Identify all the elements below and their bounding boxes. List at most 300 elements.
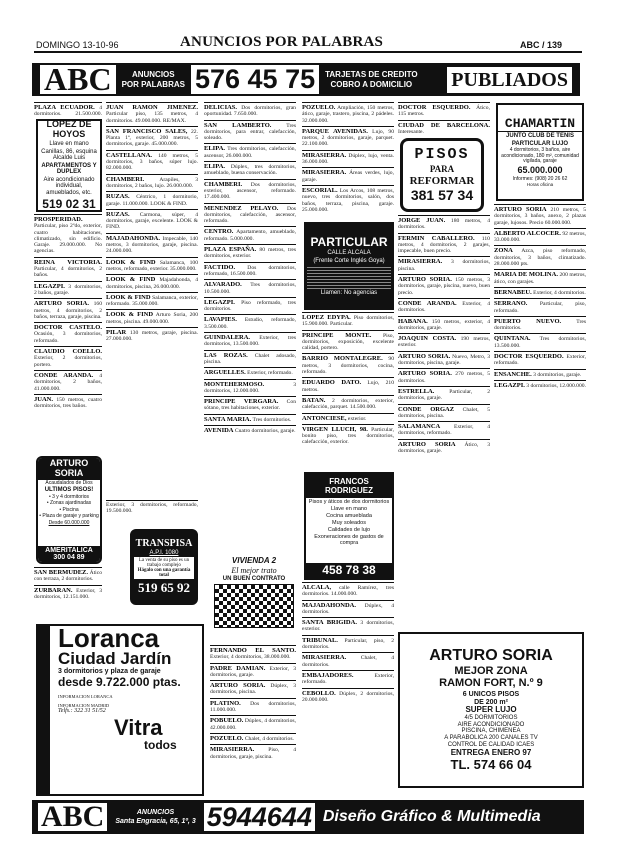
classified-ad xyxy=(302,330,394,354)
ad-heading: LOOK & FIND xyxy=(106,258,156,266)
classified-ad xyxy=(398,102,490,120)
classified-ad xyxy=(302,582,394,600)
ad-heading: ALVARADO. xyxy=(204,281,242,289)
ad-heading: ESTRELLA. xyxy=(398,387,435,395)
ad-text: Exterior, 4 dormitorios, 38.000.000. xyxy=(210,654,291,661)
ad-text: Arturo Soria, 200 metros, piscina. 49.000.000. xyxy=(106,312,198,325)
classified-ad xyxy=(302,652,394,670)
classified-ad xyxy=(494,228,586,246)
classified-ad xyxy=(398,120,490,134)
ad-heading: QUINTANA. xyxy=(494,335,531,343)
classified-ad xyxy=(204,379,296,397)
ad-heading: POBUELO. xyxy=(210,717,244,725)
column-1a xyxy=(34,102,102,117)
classified-ad xyxy=(494,380,586,391)
classified-ad xyxy=(210,698,296,716)
classified-ad xyxy=(398,256,490,274)
ad-text: Cuatro dormitorios, garaje. xyxy=(234,427,296,434)
ad-text: Ático, 115 metros. xyxy=(398,105,490,118)
ad-heading: PLATINO. xyxy=(210,699,241,707)
ad-text: Estudio, reformado, 3.500.000. xyxy=(204,317,296,330)
classified-ad xyxy=(302,670,394,688)
ad-text: 3 dormitorios, piscina. xyxy=(398,259,490,272)
column-4b xyxy=(302,312,394,470)
ad-line: Pisos y áticos de dos dormitorios xyxy=(308,499,390,505)
ad-heading: BARRIO MONTALEGRE. xyxy=(302,355,383,363)
ad-text: Ático con terraza, 2 dormitorios. xyxy=(34,570,102,583)
classified-ad xyxy=(204,314,296,332)
ad-heading: ARTURO SORIA. xyxy=(34,300,89,308)
ad-text: 4 dormitorios, 2 baños, 41.000.000. xyxy=(34,372,102,392)
ad-heading: JORGE JUAN. xyxy=(398,217,446,224)
classified-ad xyxy=(302,312,394,330)
header-rule xyxy=(34,51,582,53)
column-3a xyxy=(204,102,296,552)
ad-text: Dúplex, tres dormitorios, amueblado, buena conservación. xyxy=(204,164,296,177)
ad-heading: LOOK & FIND xyxy=(106,293,151,301)
footer-tagline: Diseño Gráfico & Multimedia xyxy=(322,808,541,825)
ad-line: Canillas, 86, esquina Alcalde Luis xyxy=(41,148,97,162)
ad-text: Céntrico, 1 dormitorio, garaje. 11.000.000. LOOK & FIND. xyxy=(106,194,198,207)
ad-text: Piso, dormitorios, exposición, excelente calidad, portero. xyxy=(302,332,394,352)
ad-line: Cocina amueblada xyxy=(326,513,372,520)
ad-line: PARTICULAR LUJO xyxy=(511,140,569,147)
ad-text: 140 metros, 5 dormitorios, 3 baños, súper lujo. 82.000.000. xyxy=(106,152,198,172)
ad-line: CALLE ALCALA xyxy=(327,250,371,257)
ad-text: Tres dormitorios, 10.500.000. xyxy=(204,282,296,295)
ad-text: 3 dormitorios, exterior. xyxy=(302,620,394,633)
ad-subtitle: Ciudad Jardín xyxy=(58,649,172,668)
ad-heading: VIRGEN LLUCH, 98. xyxy=(302,425,368,433)
classified-ad xyxy=(34,370,102,394)
classified-ad xyxy=(106,191,198,209)
ad-text: Ático, 3 dormitorios, garaje. xyxy=(398,441,490,455)
classified-ad xyxy=(210,663,296,681)
ad-text: Dos dormitorios, exterior, ascensor, reformado. 17.400.000. xyxy=(204,181,296,201)
classified-ad xyxy=(106,274,198,292)
ad-heading: EMBAJADORES. xyxy=(302,671,354,679)
classified-ad xyxy=(34,322,102,346)
ad-text: Piso dormitorios, 15.900.000. Particular. xyxy=(302,315,394,328)
classified-ad xyxy=(34,298,102,322)
classified-ad xyxy=(106,174,198,192)
ad-line: Acaudalados de Dios xyxy=(45,479,93,486)
ad-text: Exterior, tres dormitorios, 13.500.000. xyxy=(204,335,296,348)
ad-line: 4/5 DORMITORIOS xyxy=(464,715,518,722)
ad-phone: 381 57 34 xyxy=(410,187,474,204)
ad-text: Dos dormitorios, gran oportunidad. 7.650.000. xyxy=(204,105,296,118)
ad-heading: DOCTOR CASTELO. xyxy=(34,324,102,332)
ad-phone: 519 02 31 xyxy=(42,196,96,211)
ad-heading: PRINCIPE VERGARA. xyxy=(204,398,279,406)
ad-heading: CLAUDIO COELLO. xyxy=(34,348,102,356)
ad-price: 65.000.000 xyxy=(517,164,563,175)
classified-ad xyxy=(210,733,296,744)
ad-heading: LEGAZPI. xyxy=(204,298,235,306)
ad-heading: ALCALA, xyxy=(302,584,332,591)
classified-ad xyxy=(106,257,198,275)
classified-ad xyxy=(204,367,296,378)
classified-ad xyxy=(34,214,102,257)
classified-ad xyxy=(302,102,394,126)
ad-line: • 3 y 4 dormitorios xyxy=(48,493,90,500)
ad-heading: BERNABEU. xyxy=(494,288,532,296)
ad-text: 3 dormitorios, 12.000.000. xyxy=(526,382,586,389)
ad-heading: CASTELLANA. xyxy=(106,151,153,159)
classified-ad xyxy=(302,353,394,377)
classified-ad xyxy=(34,346,102,370)
classified-ad xyxy=(34,567,102,585)
column-4a xyxy=(302,102,394,220)
classified-ad xyxy=(398,316,490,334)
ad-text: Impecable, 140 metros, 3 dormitorios, garaje, piscina. 24.000.000. xyxy=(106,235,198,255)
ad-text: Exterior, reformado. xyxy=(302,672,394,686)
classified-ad xyxy=(106,233,198,257)
ad-title: Loranca xyxy=(58,624,160,653)
ad-transpisa xyxy=(130,529,198,605)
classified-ad xyxy=(302,126,394,150)
ad-heading: CENTRO. xyxy=(204,228,234,236)
banner-card1: TARJETAS DE CREDITO xyxy=(325,69,418,79)
ad-heading: FACTIDO. xyxy=(204,263,236,271)
classified-ad xyxy=(494,287,586,298)
ad-heading: LEGAZPI. xyxy=(34,282,65,290)
ad-text: Con sótano, tres habitaciones, exterior. xyxy=(204,399,296,412)
ad-body xyxy=(134,557,194,579)
page-date: DOMINGO 13-10-96 xyxy=(36,40,119,50)
ad-text: Exterior, 4 dormitorios. xyxy=(533,289,586,296)
vitra-tagline: todos xyxy=(144,738,177,752)
ad-text: Chalet, 5 dormitorios, piscina. xyxy=(398,406,490,419)
column-4c xyxy=(302,582,394,794)
ad-text: Salamanca, exterior, reformado. 35.000.000. xyxy=(106,294,198,308)
ad-heading: MENENDEZ PELAYO. xyxy=(204,204,279,212)
classified-ad xyxy=(204,102,296,120)
ad-text: Ocasión, 3 dormitorios, reformado. xyxy=(34,331,102,344)
column-5b xyxy=(398,215,490,625)
classified-ad xyxy=(210,680,296,698)
ad-phone: 458 78 38 xyxy=(306,563,392,578)
classified-ad xyxy=(494,369,586,380)
ad-body-text xyxy=(307,265,391,289)
ad-loranca xyxy=(36,624,204,796)
ad-heading: ANTONCIESE, xyxy=(302,414,347,422)
ad-text: Exterior, reformado. xyxy=(247,370,293,377)
ad-text: Áreas verdes, lujo, garaje. xyxy=(302,170,394,183)
ad-heading: MONTEHERMOSO. xyxy=(204,380,265,388)
ad-text: Exterior, 3 dormitorios, reformado, 19.500.000. xyxy=(106,502,198,515)
classified-ad xyxy=(494,351,586,369)
column-2b xyxy=(106,500,198,526)
column-3b xyxy=(210,645,296,795)
ad-line: Calidades de lujo xyxy=(327,527,371,534)
ad-text: 90 metros, 3 dormitorios, cocina, reformado. xyxy=(302,356,394,376)
ad-heading: PLAZA ECUADOR. xyxy=(34,104,95,111)
ad-heading: TRIBUNAL. xyxy=(302,636,338,644)
ad-text: Salamanca, 100 metros, reformado, exterior. 35.000.000. xyxy=(106,259,198,272)
classified-ad xyxy=(398,368,490,386)
classified-ad xyxy=(204,297,296,315)
ad-heading: EDUARDO DATO. xyxy=(302,379,362,387)
ad-heading: BATAN. xyxy=(302,396,326,404)
ad-heading: ZURBARAN. xyxy=(34,586,73,594)
ad-heading: SANTA MARIA. xyxy=(204,415,252,423)
ad-heading: PUERTO NUEVO. xyxy=(494,317,562,325)
ad-text: Dúplex, 3 dormitorios, piscina. xyxy=(210,683,296,696)
ad-text: Exterior, 3 dormitorios, 12.151.000. xyxy=(34,587,102,600)
classified-ad xyxy=(398,421,490,439)
ad-heading: FERNANDO EL SANTO. xyxy=(210,647,296,654)
ad-text: exterior. xyxy=(347,415,367,422)
classified-ad xyxy=(106,102,198,126)
classified-ad xyxy=(106,209,198,233)
ad-line: MEJOR ZONA xyxy=(454,665,528,678)
ad-line: 6 UNICOS PISOS xyxy=(462,691,520,699)
ad-heading: ARTURO SORIA. xyxy=(398,352,451,360)
ad-text: 190 metros, exterior. xyxy=(398,336,490,349)
ad-line: RAMON FORT, N.º 9 xyxy=(439,677,543,690)
classified-ad xyxy=(204,226,296,244)
classified-ad xyxy=(398,215,490,233)
footer-phone: 5944644 xyxy=(204,803,315,831)
ad-text: Tres dormitorios, para entrar, calefacción, soleado. xyxy=(204,122,296,142)
ad-text: Particular piso, 135 metros, 4 dormitorios. 49.000.000. RE/MAX. xyxy=(106,111,198,124)
ad-line: CONTROL DE CALIDAD ICAES xyxy=(447,741,535,748)
ad-text: Exterior, 3 dormitorios, garaje. xyxy=(210,665,296,678)
ad-line: Llave en mano xyxy=(49,140,89,147)
ad-heading: CEBOLLO. xyxy=(302,689,336,697)
ad-text: Dos dormitorios, calefacción, ascensor, reformado. xyxy=(204,205,296,225)
ad-heading: JUAN. xyxy=(34,395,53,403)
ad-heading: JUAN RAMON JIMENEZ. xyxy=(106,104,198,111)
ad-text: 270 metros, 5 dormitorios. xyxy=(398,371,490,384)
ad-line: JUNTO CLUB DE TENIS xyxy=(506,132,574,139)
ad-text: Dúplex, 4 dormitorios, 42.000.000. xyxy=(210,718,296,731)
ad-heading: CHAMBERI. xyxy=(106,175,145,183)
ad-text: Dúplex, 2 dormitorios, 20.000.000. xyxy=(302,690,394,703)
ad-text: 80 metros, tres dormitorios, exterior. xyxy=(204,247,296,260)
ad-heading: ELIPA. xyxy=(204,145,226,153)
classified-ad xyxy=(398,351,490,369)
ad-text: Dos dormitorios, reformado, 16.500.000. xyxy=(204,264,296,277)
ad-text: Piso, 4 dormitorios, garaje, piscina. xyxy=(210,747,296,760)
classified-ad xyxy=(34,394,102,412)
ad-phone: Telfs.: 322 31 51/52 xyxy=(58,708,106,714)
ad-line: Aire acondicionado individual, amueblados, etc. xyxy=(43,176,95,197)
ad-text: Particular, 4 dormitorios, 2 baños. xyxy=(34,266,102,279)
classified-ad xyxy=(302,617,394,635)
ad-text: Lujo, 210 metros. xyxy=(302,380,394,393)
ad-heading: DOCTOR ESQUERDO. xyxy=(494,353,564,361)
classified-ad xyxy=(398,333,490,351)
ad-line: 3 dormitorios y plaza de garaje xyxy=(58,668,161,675)
ad-heading: FERMIN CABALLERO. xyxy=(398,234,475,242)
ad-arturo-soria-big xyxy=(398,632,584,788)
ad-line: Hágalo con una garantía total xyxy=(137,568,191,579)
ad-text: 160 metros, 4 dormitorios, 2 baños, terraza, garaje, piscina. xyxy=(34,301,102,320)
ad-subtitle: A.P.I. 1080 xyxy=(149,549,179,556)
classified-ad xyxy=(204,262,296,280)
ad-heading: SERRANO. xyxy=(494,300,528,308)
ad-heading: LOPEZ EDYPA. xyxy=(302,314,351,321)
ad-text: 180 metros, 4 dormitorios. xyxy=(398,218,490,231)
ad-text: Exterior, 2 dormitorios, portero. xyxy=(34,355,102,368)
ad-heading: HABANA. xyxy=(398,317,428,325)
ad-line: INFORMACION MADRID xyxy=(58,703,110,708)
classified-ad xyxy=(302,688,394,706)
ad-text: Carmona, súper, 4 dormitorios, garaje, excelente. LOOK & FIND. xyxy=(106,211,198,231)
abc-logo: ABC xyxy=(40,65,116,94)
ad-line: • Zonas ajardinadas xyxy=(46,500,92,507)
ad-price: desde 9.722.000 ptas. xyxy=(58,675,181,689)
ad-line: Desde 60.000.000 xyxy=(48,519,90,526)
ad-heading: LAVAPIES. xyxy=(204,316,237,324)
ad-phone: 519 65 92 xyxy=(138,580,190,596)
ad-text: Chalet adosado, piscina. xyxy=(204,352,296,365)
ad-heading: LOOK & FIND xyxy=(106,276,156,284)
ad-line: Horas oficina xyxy=(526,182,554,188)
classified-ad xyxy=(302,600,394,618)
ad-heading: SAN LAMBERTO. xyxy=(204,121,272,129)
ad-line: AIRE ACONDICIONADO xyxy=(457,721,525,728)
ad-text: Particular, piso, 2 dormitorios. xyxy=(302,637,394,651)
column-2a xyxy=(106,102,198,497)
classified-ad xyxy=(302,635,394,653)
ad-text: Tres dormitorios. xyxy=(494,318,586,332)
ad-brand: AMERITALICA xyxy=(45,547,93,554)
ad-line: • Plaza de garaje y parking xyxy=(39,513,99,520)
ad-text: 110 metros, 4 dormitorios, 2 garajes, impecable, buen precio. xyxy=(398,235,490,255)
ad-heading: MIRASIERRA. xyxy=(398,258,443,266)
classified-ad xyxy=(302,413,394,424)
ad-heading: PLAZA ESPAÑA. xyxy=(204,246,257,254)
ad-text: Exterior, reformado. xyxy=(494,354,586,367)
section-title: ANUNCIOS POR PALABRAS xyxy=(180,34,384,50)
ad-line: ULTIMOS PISOS! xyxy=(44,487,94,494)
ad-heading: JOAQUIN COSTA. xyxy=(398,335,457,343)
classified-ad xyxy=(494,316,586,334)
column-1b xyxy=(34,214,102,453)
ad-heading: AVENIDA xyxy=(204,426,234,434)
banner-phone: 576 45 75 xyxy=(191,65,319,94)
ad-title: PISOS xyxy=(414,146,470,164)
ad-heading: REINA VICTORIA. xyxy=(34,258,102,266)
ad-heading: CONDE ORGAZ xyxy=(398,405,455,413)
classified-ad xyxy=(494,245,586,269)
classified-ad xyxy=(204,244,296,262)
ad-title: ARTURO SORIA xyxy=(429,647,553,665)
banner-card2: COBRO A DOMICILIO xyxy=(330,79,413,89)
ad-line: ENTREGA ENERO 97 xyxy=(450,748,532,758)
top-banner xyxy=(32,63,580,96)
ad-title: TRANSPISA xyxy=(135,537,193,549)
ad-text: 3 dormitorios, 12.000.000. xyxy=(204,381,296,394)
classified-ad xyxy=(398,298,490,316)
ad-heading: RUZAS. xyxy=(106,210,130,218)
banner-label xyxy=(122,70,185,90)
ad-vivienda-2 xyxy=(212,556,296,642)
classified-ad xyxy=(302,424,394,448)
ad-line: 4 dormitorios, 3 baños, aire acondicionado, 180 m², comunidad vigilada, garaje xyxy=(501,147,579,165)
classified-ad xyxy=(210,744,296,762)
classified-ad xyxy=(398,404,490,422)
ad-phone: 300 04 89 xyxy=(53,554,85,561)
ad-heading: ARTURO SORIA xyxy=(494,206,547,213)
ad-heading: ALBERTO ALCOCER. xyxy=(494,229,561,237)
ad-heading: MIRASIERRA. xyxy=(302,169,347,177)
ad-text: 3 dormitorios, 2 baños, garaje. xyxy=(34,283,102,296)
ad-text: Tres dormitorios. xyxy=(252,416,292,423)
ad-line: Exoneraciones de gastos de compra xyxy=(314,534,384,547)
ad-text: Particular, piso 2ºdo, exterior, cuatro habitaciones, climatizado, sin edificio. Garaje. 29.000.000. No agencias. xyxy=(34,223,102,255)
ad-text: 92 metros, 33.000.000. xyxy=(494,230,586,244)
ad-text: Dúplex, lujo, venta. 36.000.000. xyxy=(302,152,394,166)
ad-text: Lujo, 90 metros, 2 dormitorios, garaje, parquet. 22.100.000. xyxy=(302,128,394,148)
ad-line: La venta de su piso es un trabajo complejo xyxy=(138,558,190,569)
ad-text: 150 metros, exterior, 4 dormitorios, garaje. xyxy=(398,318,490,331)
banner-cards xyxy=(325,70,417,90)
ad-text: Ampliación, 150 metros, ático, garaje, trastero, piscina, 2 pádeles. 32.000.000. xyxy=(302,105,394,124)
classified-ad xyxy=(204,332,296,350)
ad-text: Particular, bonito piso, tres dormitorios, calefacción, exterior. xyxy=(302,426,394,446)
classified-ad xyxy=(204,120,296,144)
ad-text: 150 metros, 3 dormitorios, garaje, piscina, nuevo, buen precio. xyxy=(398,277,490,296)
ad-line: APARTAMENTOS Y DUPLEX xyxy=(41,162,97,176)
ad-line: Llamen: No agencias xyxy=(320,290,378,297)
ad-heading: PILAR xyxy=(106,329,127,337)
ad-text: Dos dormitorios, 11.000.000. xyxy=(210,700,296,714)
ad-heading: CONDE ARANDA. xyxy=(34,371,94,379)
ad-image xyxy=(214,584,294,628)
classified-ad xyxy=(34,102,102,117)
ad-text: calle Ramírez, tres dormitorios. 14.000.000. xyxy=(302,585,394,598)
classified-ad xyxy=(204,203,296,227)
classified-ad xyxy=(34,585,102,603)
classified-ad xyxy=(204,143,296,161)
classified-ad xyxy=(302,167,394,185)
ad-title: LOPEZ DE HOYOS xyxy=(46,119,92,140)
ad-title: VIVIENDA 2 xyxy=(231,556,277,565)
ad-text: Chalet, 4 dormitorios. xyxy=(302,655,394,668)
ad-line: PARA xyxy=(429,164,455,175)
ad-line: REFORMAR xyxy=(409,175,475,188)
ad-line: • Piscina xyxy=(59,506,79,513)
ad-text: Majadahonda, 4 dormitorios, piscina, 26.000.000. xyxy=(106,277,198,290)
ad-text: Nuevo, Metro, 3 dormitorios, piscina, garaje. xyxy=(398,353,490,367)
classified-ad xyxy=(204,350,296,368)
ad-heading: SAN FRANCISCO SALES, xyxy=(106,127,188,135)
classified-ad xyxy=(106,150,198,174)
ad-heading: MAJADAHONDA. xyxy=(106,234,160,242)
classified-ad xyxy=(302,185,394,215)
page-number: ABC / 139 xyxy=(520,40,563,50)
ad-text: Particular, piso, reformado. xyxy=(494,301,586,314)
ad-heading: POZUELO. xyxy=(210,734,244,742)
ad-line: El mejor trato xyxy=(231,566,277,575)
ad-text: 3 dormitorios, garaje. xyxy=(533,371,582,378)
ad-text: Piso reformado, tres dormitorios. xyxy=(204,299,296,313)
ad-text: 2 dormitorios, exterior, calefacción, parquet. 14.500.000. xyxy=(302,397,394,411)
ad-text: 130 metros, garaje, piscina. 27.000.000. xyxy=(106,330,198,343)
ad-francos-rodriguez xyxy=(304,472,394,580)
classified-ad xyxy=(204,425,296,436)
ad-heading: ARTURO SORIA. xyxy=(210,682,266,690)
ad-text: Tres dormitorios, calefacción, ascensor, 26.000.000. xyxy=(204,146,296,159)
ad-text: 22. Planta 1ª, exterior, 200 metros, 5 dormitorios, garaje. 45.000.000. xyxy=(106,128,198,148)
ad-heading: MARIA DE MOLINA. xyxy=(494,271,558,279)
classified-ad xyxy=(210,715,296,733)
classified-ad xyxy=(302,150,394,168)
